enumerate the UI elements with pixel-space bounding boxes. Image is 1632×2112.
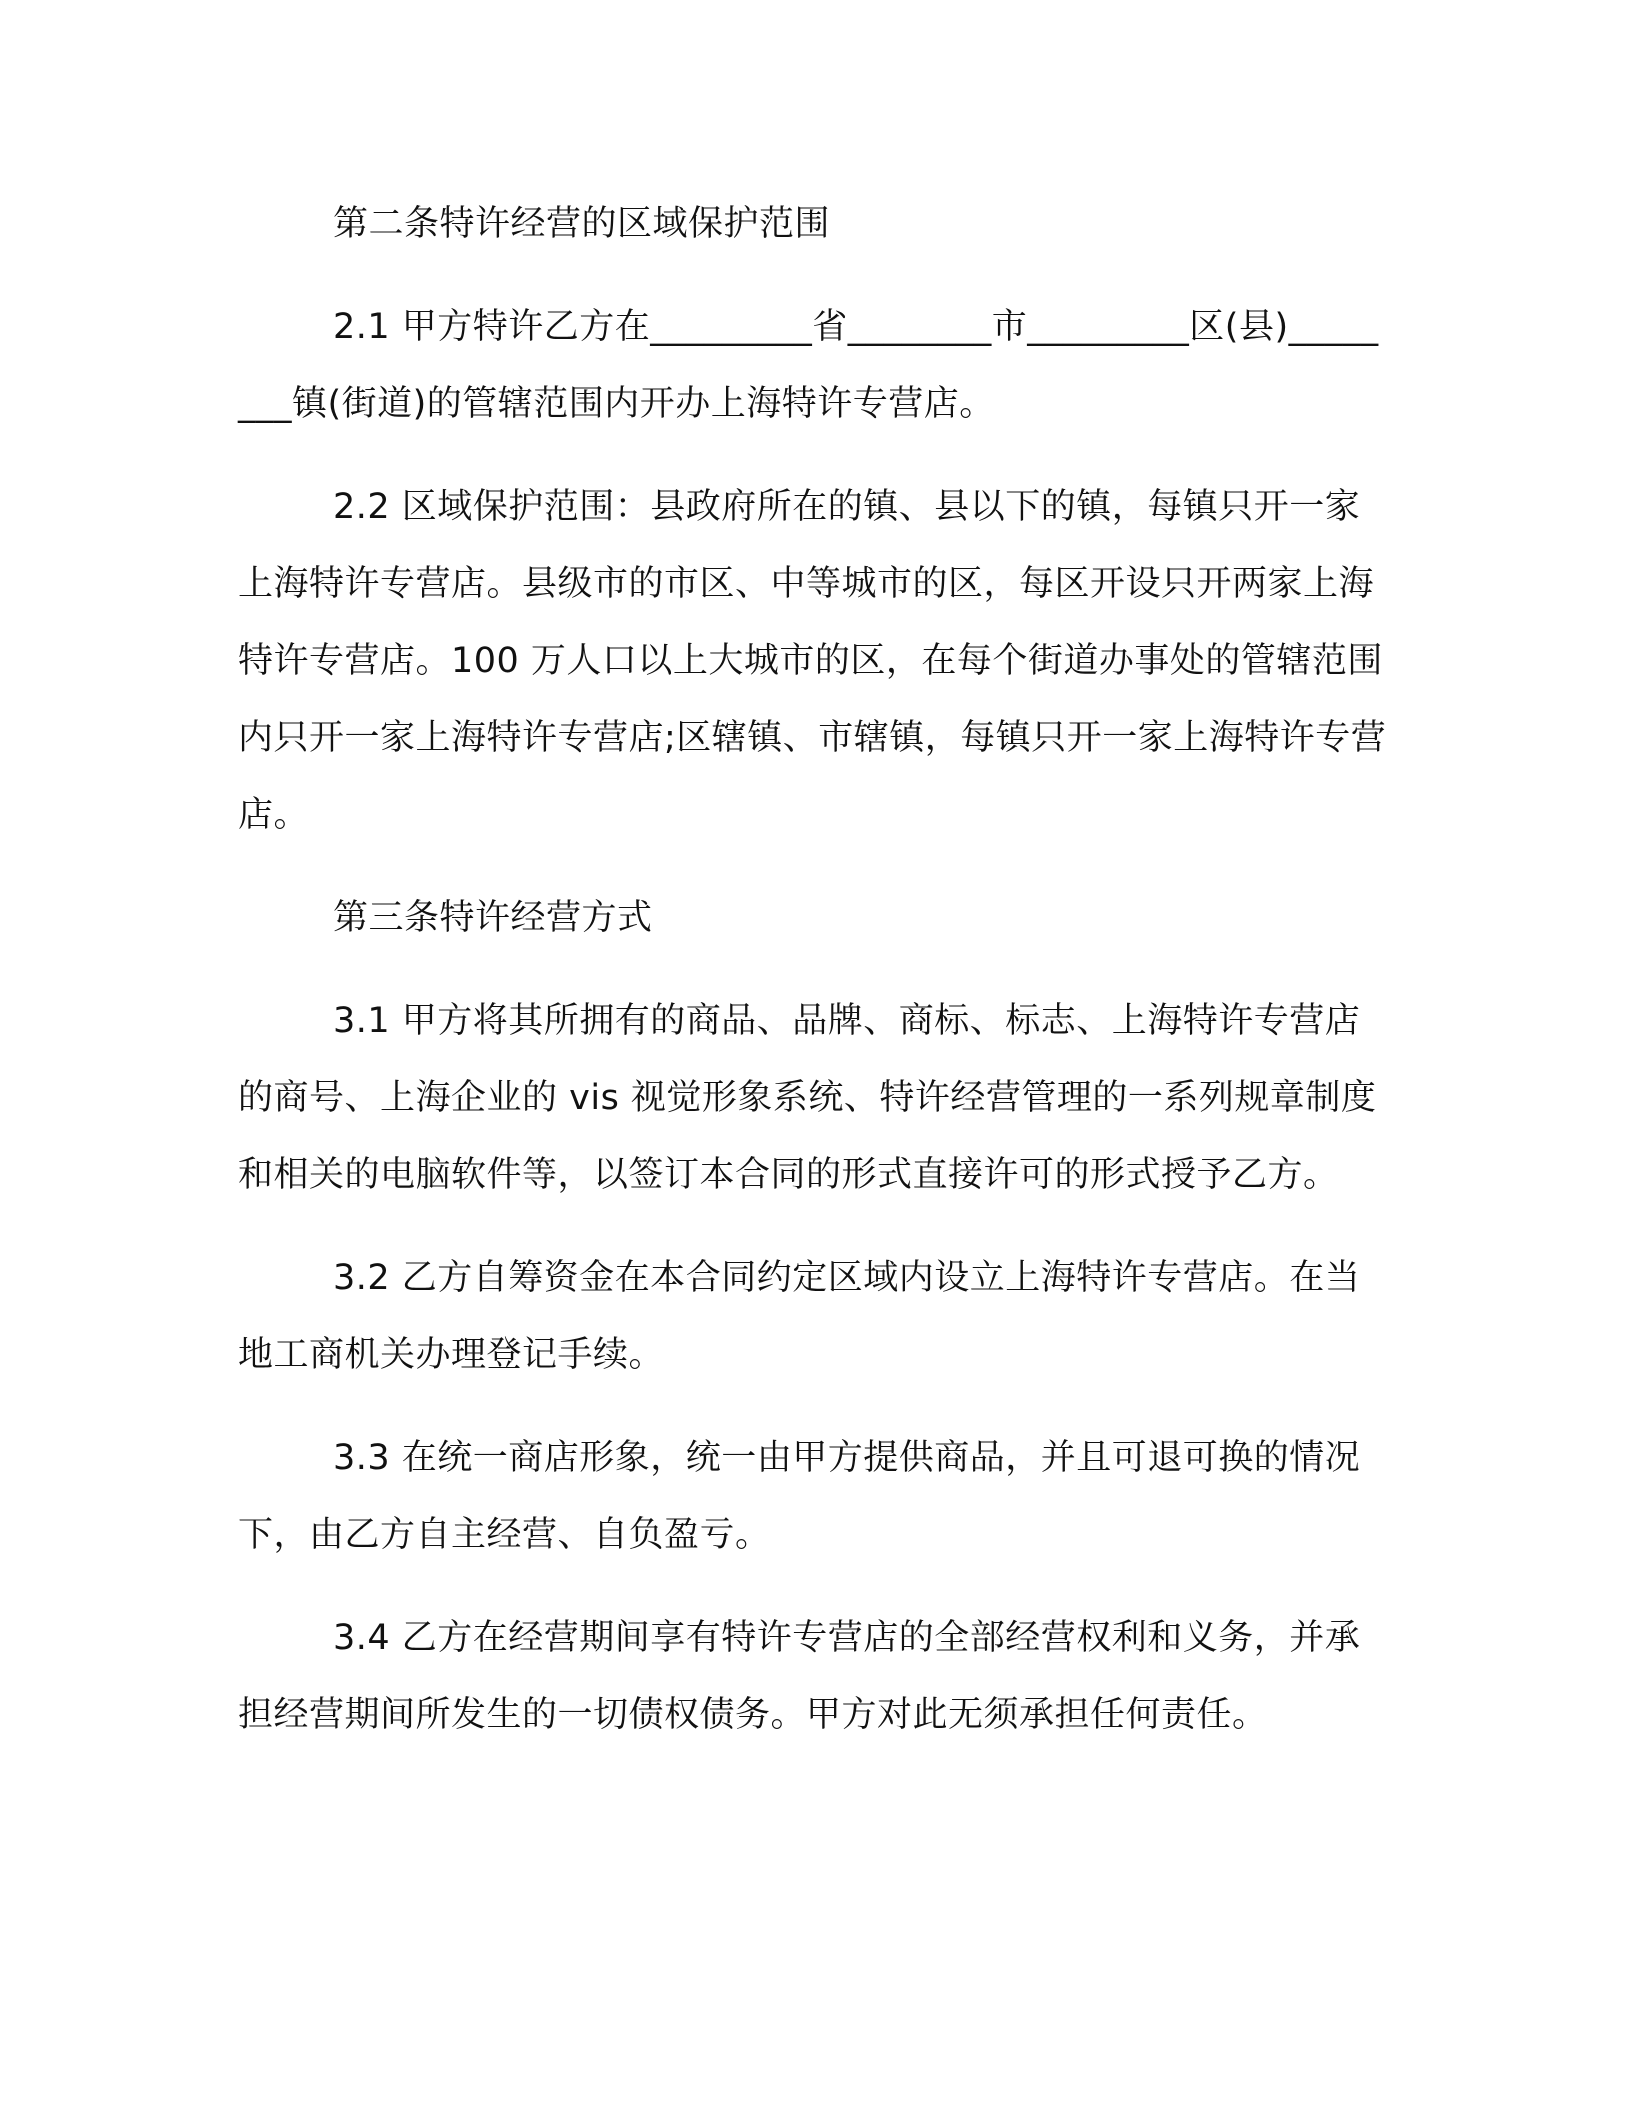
clause-3-1: 3.1 甲方将其所拥有的商品、品牌、商标、标志、上海特许专营店的商号、上海企业的 vis 视觉形象系统、特许经营管理的一系列规章制度和相关的电脑软件等，以签订本合同的形式直接许可的形式授予乙方。: [238, 1001, 1377, 1195]
clause-3-2: 3.2 乙方自筹资金在本合同约定区域内设立上海特许专营店。在当地工商机关办理登记手续。: [238, 1258, 1361, 1375]
section-heading-3: 第三条特许经营方式: [333, 898, 653, 938]
clause-2-2: 2.2 区域保护范围：县政府所在的镇、县以下的镇，每镇只开一家上海特许专营店。县级市的市区、中等城市的区，每区开设只开两家上海特许专营店。100 万人口以上大城市的区，在每个街道办事处的管辖范围内只开一家上海特许专营店;区辖镇、市辖镇，每镇只开一家上海特许专营店。: [238, 487, 1387, 835]
clause-3-4: 3.4 乙方在经营期间享有特许专营店的全部经营权利和义务，并承担经营期间所发生的一切债权债务。甲方对此无须承担任何责任。: [238, 1618, 1361, 1735]
section-heading-2: 第二条特许经营的区域保护范围: [333, 204, 831, 244]
clause-2-1: 2.1 甲方特许乙方在_________省________市_________区(县)________镇(街道)的管辖范围内开办上海特许专营店。: [238, 307, 1379, 424]
document-body: [238, 186, 1388, 1754]
clause-3-3: 3.3 在统一商店形象，统一由甲方提供商品，并且可退可换的情况下，由乙方自主经营、自负盈亏。: [238, 1438, 1361, 1555]
